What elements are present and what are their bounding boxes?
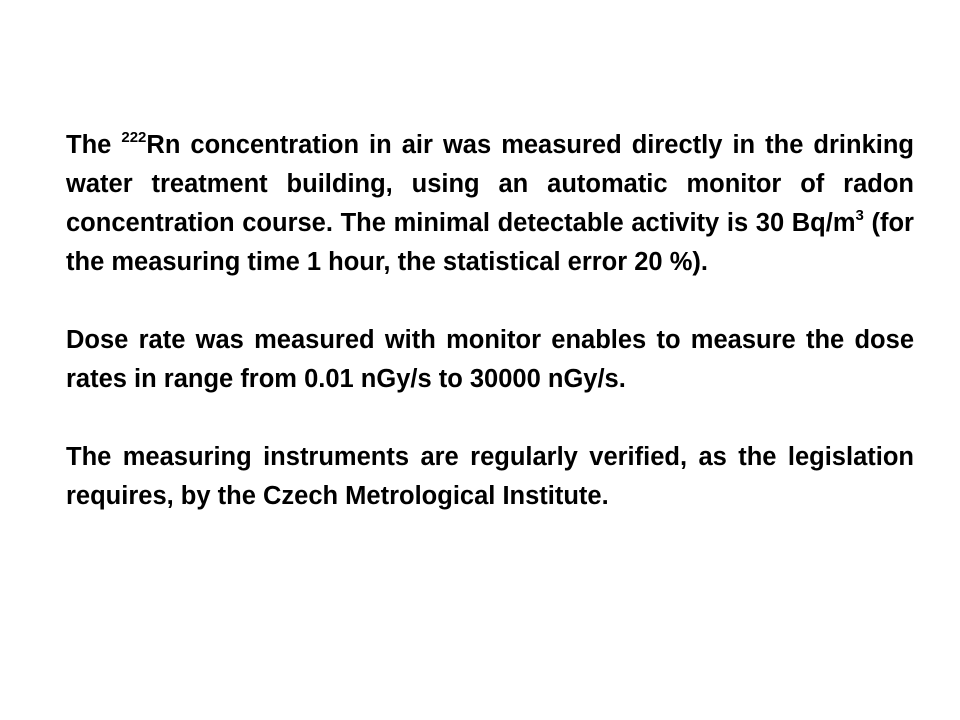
paragraph-radon-end: (for the measuring time 1 hour, the statistical error 20 %). <box>66 209 914 276</box>
paragraph-radon-middle: Rn concentration in air was measured directly in the drinking water treatment building, using an automatic monitor of radon concentration course. The minimal detectable activity is 30 Bq/m <box>66 131 914 237</box>
paragraph-radon <box>66 126 914 282</box>
paragraph-dose-rate: Dose rate was measured with monitor enables to measure the dose rates in range from 0.01 nGy/s to 30000 nGy/s. <box>66 326 914 393</box>
unit-superscript: 3 <box>855 207 864 224</box>
isotope-superscript: 222 <box>121 129 147 146</box>
body-text <box>66 126 914 516</box>
paragraph-radon-start: The <box>66 131 122 159</box>
paragraph-instruments: The measuring instruments are regularly verified, as the legislation requires, by the Czech Metrological Institute. <box>66 443 914 510</box>
